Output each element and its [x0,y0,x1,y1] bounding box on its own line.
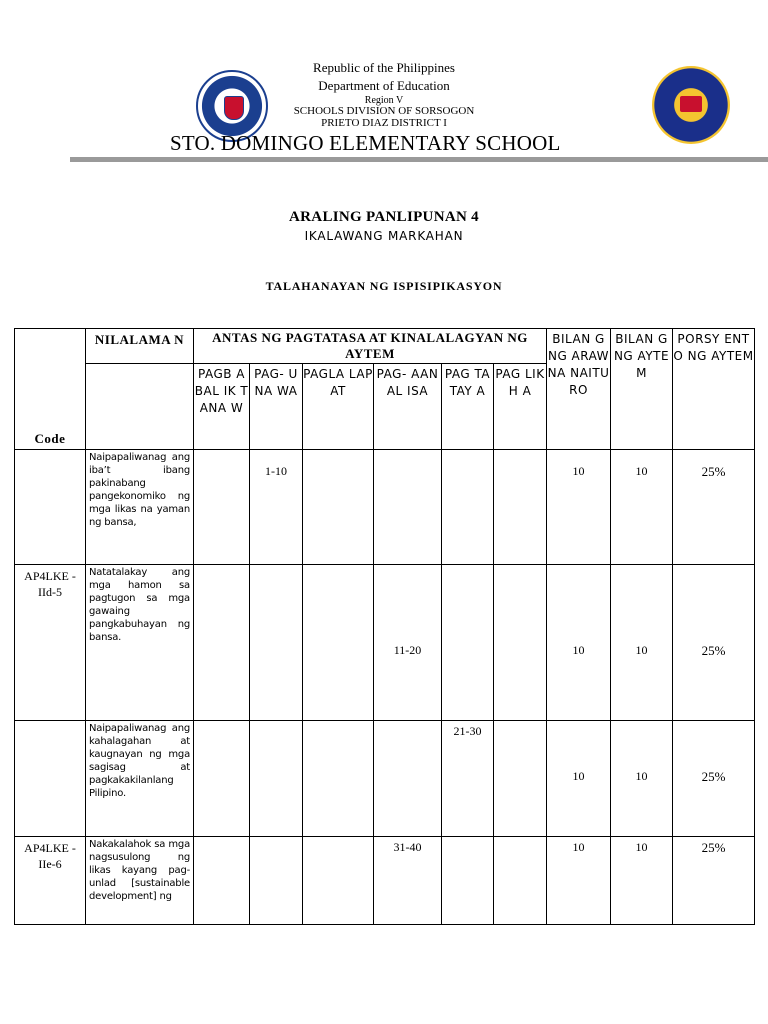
level-header-pag-aanalisa: PAG- AANAL ISA [374,364,442,450]
table-row [15,450,755,565]
row-level-cell [494,837,547,925]
row-days: 10 [547,721,611,837]
row-level-cell [303,837,374,925]
row-percent: 25% [673,837,755,925]
row-code: AP4LKE -IIe-6 [15,837,86,925]
row-code [15,450,86,565]
row-percent: 25% [673,565,755,721]
days-header: BILAN G NG ARAW NA NAITU RO [547,329,611,450]
level-header-pagbabalik-tanaw: PAGB ABAL IK TANA W [194,364,250,450]
level-header-pagtataya: PAG TA TAY A [442,364,494,450]
row-level-cell [303,450,374,565]
row-code [15,721,86,837]
table-row [15,837,755,925]
row-level-cell: 31-40 [374,837,442,925]
division-line: SCHOOLS DIVISION OF SORSOGON [293,105,475,117]
row-percent: 25% [673,450,755,565]
row-level-cell [250,837,303,925]
row-level-cell: 21-30 [442,721,494,837]
row-level-cell [194,837,250,925]
row-items: 10 [611,450,673,565]
row-level-cell [303,721,374,837]
header-row-1 [15,329,755,364]
row-items: 10 [611,837,673,925]
row-percent: 25% [673,721,755,837]
table-row [15,565,755,721]
row-level-cell [442,837,494,925]
code-header: Code [15,329,86,450]
row-level-cell [250,565,303,721]
row-content: Nakakalahok sa mga nagsusulong ng likas kayang pag-unlad [sustainable development] ng [86,837,194,925]
row-level-cell [374,721,442,837]
row-level-cell: 1-10 [250,450,303,565]
department-line: Department of Education [318,78,450,93]
row-days: 10 [547,450,611,565]
level-header-paglalapat: PAGLA LAPAT [303,364,374,450]
row-content: Natatalakay ang mga hamon sa pagtugon sa mga gawaing pangkabuhayan ng bansa. [86,565,194,721]
row-code: AP4LKE -IId-5 [15,565,86,721]
district-line: PRIETO DIAZ DISTRICT I [321,117,447,129]
table-row [15,721,755,837]
row-level-cell [494,565,547,721]
row-level-cell [303,565,374,721]
row-items: 10 [611,721,673,837]
region-line: Region V [364,95,404,106]
row-level-cell [194,721,250,837]
level-header-pag-unawa: PAG- UNA WA [250,364,303,450]
row-level-cell [494,721,547,837]
row-content: Naipapaliwanag ang kahalagahan at kaugnayan ng mga sagisag at pagkakakilanlang Pilipino. [86,721,194,837]
content-header-blank [86,364,194,450]
table-title: TALAHANAYAN NG ISPISIPIKASYON [265,279,503,293]
row-level-cell [442,450,494,565]
row-level-cell: 11-20 [374,565,442,721]
levels-group-header: ANTAS NG PAGTATASA AT KINALALAGYAN NG AYTEM [194,329,547,364]
row-level-cell [374,450,442,565]
subject-title: ARALING PANLIPUNAN 4 [289,209,479,225]
row-level-cell [494,450,547,565]
row-level-cell [194,565,250,721]
specification-table [14,328,755,925]
row-days: 10 [547,565,611,721]
percent-header: PORSY ENTO NG AYTEM [673,329,755,450]
content-header: NILALAMA N [86,329,194,364]
row-items: 10 [611,565,673,721]
row-content: Naipapaliwanag ang iba’t ibang pakinabang pangekonomiko ng mga likas na yaman ng bansa, [86,450,194,565]
row-level-cell [250,721,303,837]
school-name: STO. DOMINGO ELEMENTARY SCHOOL [170,131,561,155]
items-header: BILAN G NG AYTE M [611,329,673,450]
row-days: 10 [547,837,611,925]
level-header-paglikha: PAG LIKH A [494,364,547,450]
row-level-cell [194,450,250,565]
republic-line: Republic of the Philippines [313,60,455,75]
quarter-title: IKALAWANG MARKAHAN [304,229,464,243]
header-divider [70,157,768,162]
row-level-cell [442,565,494,721]
